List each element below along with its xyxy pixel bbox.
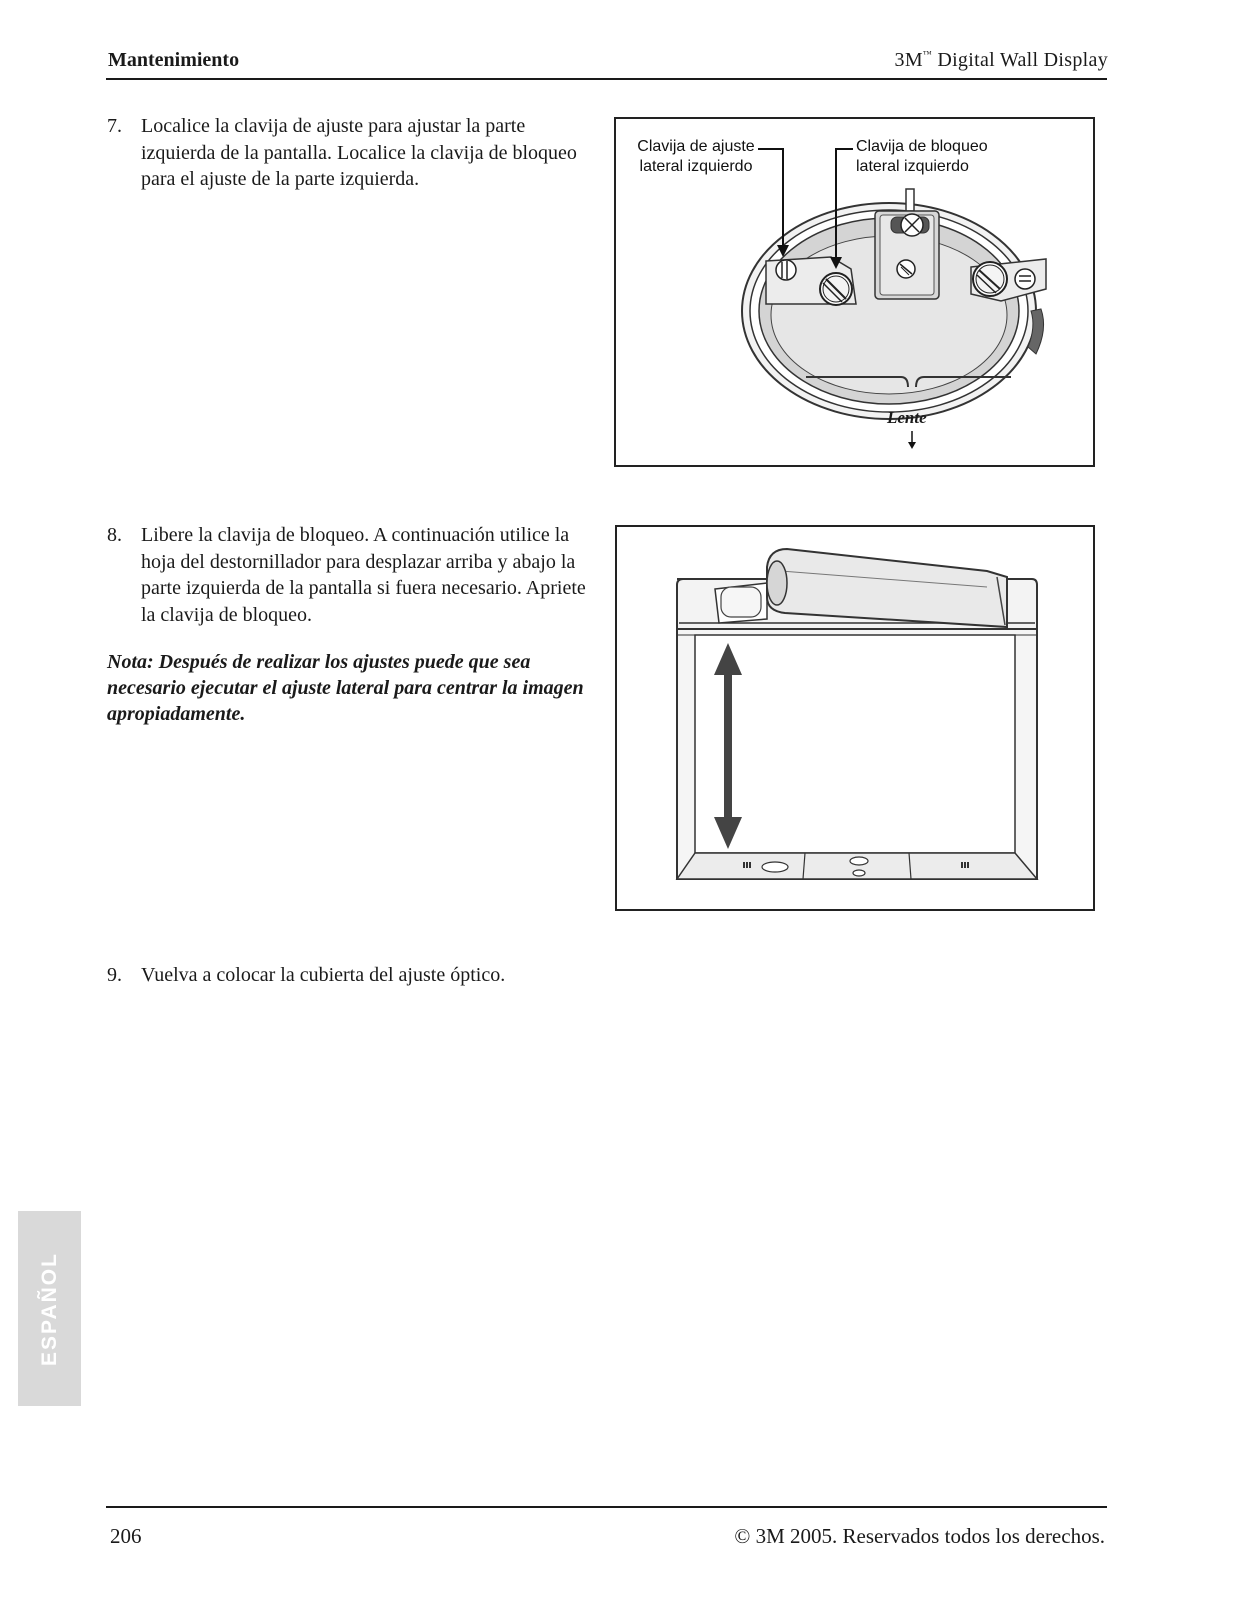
screen-adjustment-figure xyxy=(615,525,1095,911)
page-number: 206 xyxy=(110,1524,142,1548)
step-number: 9. xyxy=(107,964,122,986)
step-number: 8. xyxy=(107,524,122,546)
locking-pin-callout xyxy=(856,137,988,177)
callout-line: lateral izquierdo xyxy=(639,158,753,175)
copyright-notice: © 3M 2005. Reservados todos los derechos. xyxy=(734,1524,1105,1548)
callout-line: lateral izquierdo xyxy=(856,158,969,175)
step-text: Vuelva a colocar la cubierta del ajuste óptico. xyxy=(141,964,506,986)
step-text: Localice la clavija de ajuste para ajustar la parte izquierda de la pantalla. Localice la clavija de bloqueo para el ajuste de la parte izquierda. xyxy=(141,115,577,190)
step-7 xyxy=(107,113,602,193)
product-title xyxy=(895,49,1108,72)
section-title: Mantenimiento xyxy=(108,49,240,71)
footer-rule xyxy=(106,1506,1107,1508)
step-text: Libere la clavija de bloqueo. A continuación utilice la hoja del destornillador para desplazar arriba y abajo la parte izquierda de la pantalla si fuera necesario. Apriete la clavija de bloqueo. xyxy=(141,524,586,626)
product-title-name: Digital Wall Display xyxy=(932,49,1108,71)
trademark-symbol: ™ xyxy=(922,49,933,59)
callout-line: Clavija de ajuste xyxy=(637,138,755,155)
adjustment-pin-callout xyxy=(625,137,767,177)
wall-display-illustration xyxy=(617,527,1093,909)
step-number: 7. xyxy=(107,115,122,137)
lens-label: Lente xyxy=(887,408,927,427)
language-tab-label: ESPAÑOL xyxy=(37,1251,61,1366)
step-8 xyxy=(107,522,602,628)
product-title-brand: 3M xyxy=(894,49,923,71)
step-9 xyxy=(107,962,602,989)
header-rule xyxy=(106,78,1107,80)
callout-line: Clavija de bloqueo xyxy=(856,138,988,155)
language-tab xyxy=(18,1211,81,1406)
note-text: Nota: Después de realizar los ajustes puede que sea necesario ejecutar el ajuste lateral para centrar la imagen apropiadamente. xyxy=(107,651,584,725)
adjustment-pins-figure xyxy=(614,117,1095,467)
